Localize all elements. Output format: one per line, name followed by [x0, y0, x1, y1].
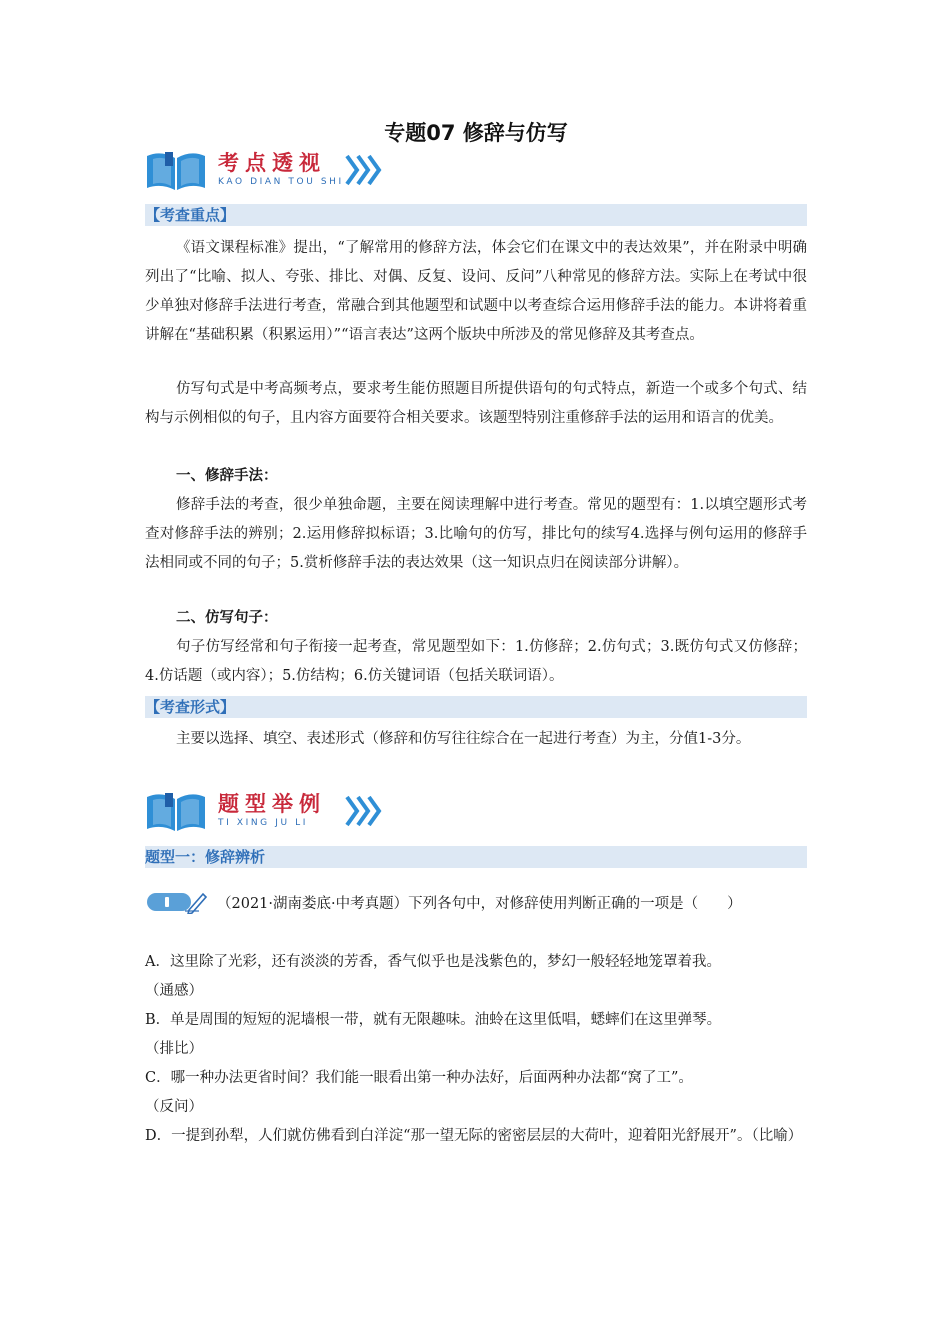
paragraph-rhetoric: 修辞手法的考查，很少单独命题，主要在阅读理解中进行考查。常见的题型有：1.以填空题形式考查对修辞手法的辨别；2.运用修辞拟标语；3.比喻句的仿写，排比句的续写4.选择与例句运用的修辞手法相同或不同的句子；5.赏析修辞手法的表达效果（这一知识点归在阅读部分讲解）。	[145, 497, 807, 571]
section-heading-type1: 题型一：修辞辨析	[145, 846, 807, 868]
option-c-note: （反问）	[145, 1099, 203, 1115]
option-a	[145, 948, 807, 1006]
option-d-note: （比喻）	[751, 1128, 803, 1144]
question-stem-text: （2021·湖南娄底·中考真题）下列各句中，对修辞使用判断正确的一项是（ ）	[217, 896, 742, 912]
section-heading-focus: 【考查重点】	[145, 204, 807, 226]
option-a-note: （通感）	[145, 983, 203, 999]
option-d-text: D．一提到孙犁，人们就仿佛看到白洋淀“那一望无际的密密层层的大荷叶，迎着阳光舒展开”。	[145, 1128, 752, 1144]
chevrons-right-icon	[345, 794, 385, 828]
open-book-icon	[145, 150, 207, 192]
subheading-rhetoric: 一、修辞手法：	[176, 468, 278, 484]
banner-title: 考点透视	[218, 151, 326, 175]
option-b-note: （排比）	[145, 1041, 203, 1057]
paragraph-curriculum: 《语文课程标准》提出，“了解常用的修辞方法，体会它们在课文中的表达效果”，并在附录中明确列出了“比喻、拟人、夸张、排比、对偶、反复、设问、反问”八种常见的修辞方法。实际上在考试中很少单独对修辞手法进行考查，常融合到其他题型和试题中以考查综合运用修辞手法的能力。本讲将着重讲解在“基础积累（积累运用）”“语言表达”这两个版块中所涉及的常见修辞及其考查点。	[145, 240, 807, 343]
chevrons-right-icon	[345, 153, 385, 187]
banner-title: 题型举例	[218, 792, 326, 816]
paragraph-imitation-types: 句子仿写经常和句子衔接一起考查，常见题型如下：1.仿修辞；2.仿句式；3.既仿句式又仿修辞；4.仿话题（或内容）；5.仿结构；6.仿关键词语（包括关联词语）。	[145, 639, 807, 684]
paragraph-form: 主要以选择、填空、表述形式（修辞和仿写往往综合在一起进行考查）为主，分值1-3分。	[176, 731, 751, 747]
subheading-imitation: 二、仿写句子：	[176, 610, 278, 626]
open-book-icon	[145, 791, 207, 833]
option-c-text: C．哪一种办法更省时间？我们能一眼看出第一种办法好，后面两种办法都“窝了工”。	[145, 1070, 693, 1086]
banner-pinyin: KAO DIAN TOU SHI	[218, 177, 344, 187]
section-banner-tixing	[145, 789, 425, 835]
paragraph-imitation: 仿写句式是中考高频考点，要求考生能仿照题目所提供语句的句式特点，新造一个或多个句式、结构与示例相似的句子，且内容方面要符合相关要求。该题型特别注重修辞手法的运用和语言的优美。	[145, 381, 807, 426]
section-heading-form: 【考查形式】	[145, 696, 807, 718]
banner-pinyin: TI XING JU LI	[218, 818, 308, 828]
pencil-note-icon	[145, 890, 207, 914]
option-b-text: B．单是周围的短短的泥墙根一带，就有无限趣味。油蛉在这里低唱，蟋蟀们在这里弹琴。	[145, 1012, 722, 1028]
option-d	[145, 1122, 807, 1151]
page-title: 专题07 修辞与仿写	[384, 121, 568, 145]
section-banner-kaodian	[145, 148, 425, 194]
option-b	[145, 1006, 807, 1064]
option-c	[145, 1064, 807, 1122]
question-stem	[145, 890, 807, 919]
option-a-text: A．这里除了光彩，还有淡淡的芳香，香气似乎也是浅紫色的，梦幻一般轻轻地笼罩着我。	[145, 954, 721, 970]
